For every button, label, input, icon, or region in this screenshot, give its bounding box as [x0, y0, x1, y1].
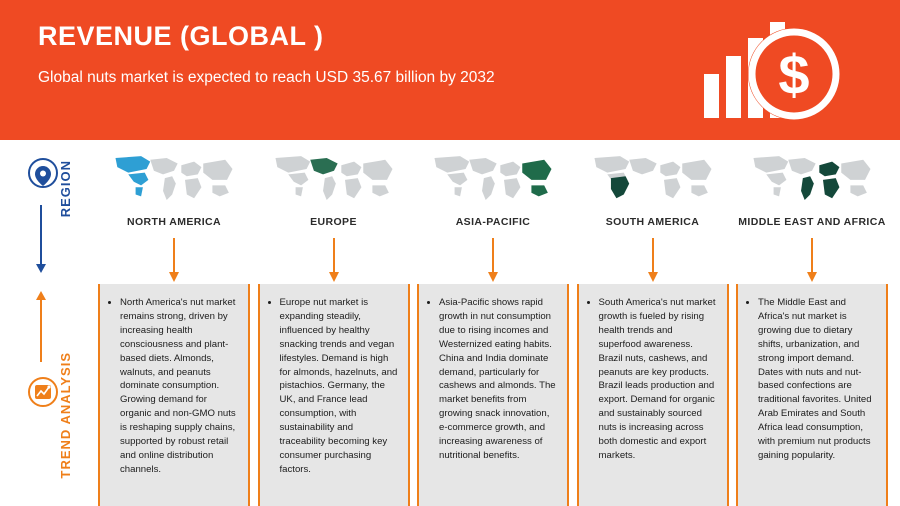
- connector-arrow-asia-pacific: [417, 232, 569, 284]
- region-title: NORTH AMERICA: [126, 216, 222, 228]
- trend-bullet: • The Middle East and Africa's nut market is growing due to dietary shifts, urbanization, and strong import demand. Dates with nuts and nut-based confections are traditional favorites. United Arab Emirates and South Africa lead consumption, with premium nut products gaining popularity.: [758, 296, 876, 463]
- region-title: EUROPE: [310, 216, 357, 228]
- trend-chart-icon: [26, 372, 60, 412]
- header-banner: [0, 0, 900, 140]
- connector-arrow-north-america: [98, 232, 250, 284]
- page-title: REVENUE (GLOBAL ): [38, 21, 324, 51]
- region-columns: [98, 150, 888, 500]
- world-map-north-america-highlight: [98, 150, 250, 208]
- world-map-middle-east-africa-highlight: [736, 150, 888, 208]
- region-column-middle-east-africa: [736, 150, 888, 500]
- world-map-asia-pacific-highlight: [417, 150, 569, 208]
- svg-text:$: $: [778, 43, 810, 106]
- region-arrow-down-icon: [40, 205, 42, 265]
- trend-card-asia-pacific: [417, 284, 569, 506]
- connector-arrow-south-america: [577, 232, 729, 284]
- region-axis-label: REGION: [58, 160, 73, 218]
- region-title: MIDDLE EAST AND AFRICA: [738, 216, 886, 228]
- world-map-south-america-highlight: [577, 150, 729, 208]
- region-column-north-america: [98, 150, 250, 500]
- trend-card-europe: [258, 284, 410, 506]
- trend-bullet: • Europe nut market is expanding steadily, influenced by healthy snacking trends and vegan lifestyles. Demand is high for almonds, hazelnuts, and pistachios. Germany, the UK, and France lead consumption, with sustainability and traceability becoming key consumer purchasing factors.: [280, 296, 398, 477]
- trend-card-middle-east-africa: [736, 284, 888, 506]
- trend-arrow-up-icon: [40, 300, 42, 362]
- connector-arrow-middle-east-africa: [736, 232, 888, 284]
- region-title: SOUTH AMERICA: [605, 216, 700, 228]
- trend-card-south-america: [577, 284, 729, 506]
- trend-card-north-america: [98, 284, 250, 506]
- region-column-europe: [258, 150, 410, 500]
- connector-arrow-europe: [258, 232, 410, 284]
- trend-bullet: • North America's nut market remains strong, driven by increasing health consciousness and plant-based diets. Almonds, walnuts, and peanuts dominate consumption. Growing demand for organic and non-GMO nuts is reshaping supply chains, supported by robust retail and online distribution channels.: [120, 296, 238, 477]
- dollar-coin-bar-chart-icon: [686, 12, 866, 132]
- region-column-asia-pacific: [417, 150, 569, 500]
- region-column-south-america: [577, 150, 729, 500]
- trend-bullet: • South America's nut market growth is fueled by rising health trends and superfood awareness. Brazil nuts, cashews, and peanuts are key products. Brazil leads production and export. Demand for organic and sustainably sourced nuts is increasing across both domestic and export markets.: [599, 296, 717, 463]
- trend-bullet: • Asia-Pacific shows rapid growth in nut consumption due to rising incomes and Westernized eating habits. China and India dominate demand, particularly for cashews and almonds. The market benefits from growing snack innovation, e-commerce growth, and increasing awareness of nutritional benefits.: [439, 296, 557, 463]
- world-map-europe-highlight: [258, 150, 410, 208]
- region-title: ASIA-PACIFIC: [455, 216, 531, 228]
- location-pin-icon: [26, 158, 60, 200]
- trend-analysis-axis-label: TREND ANALYSIS: [58, 352, 73, 479]
- header-subtitle: Global nuts market is expected to reach USD 35.67 billion by 2032: [38, 68, 495, 86]
